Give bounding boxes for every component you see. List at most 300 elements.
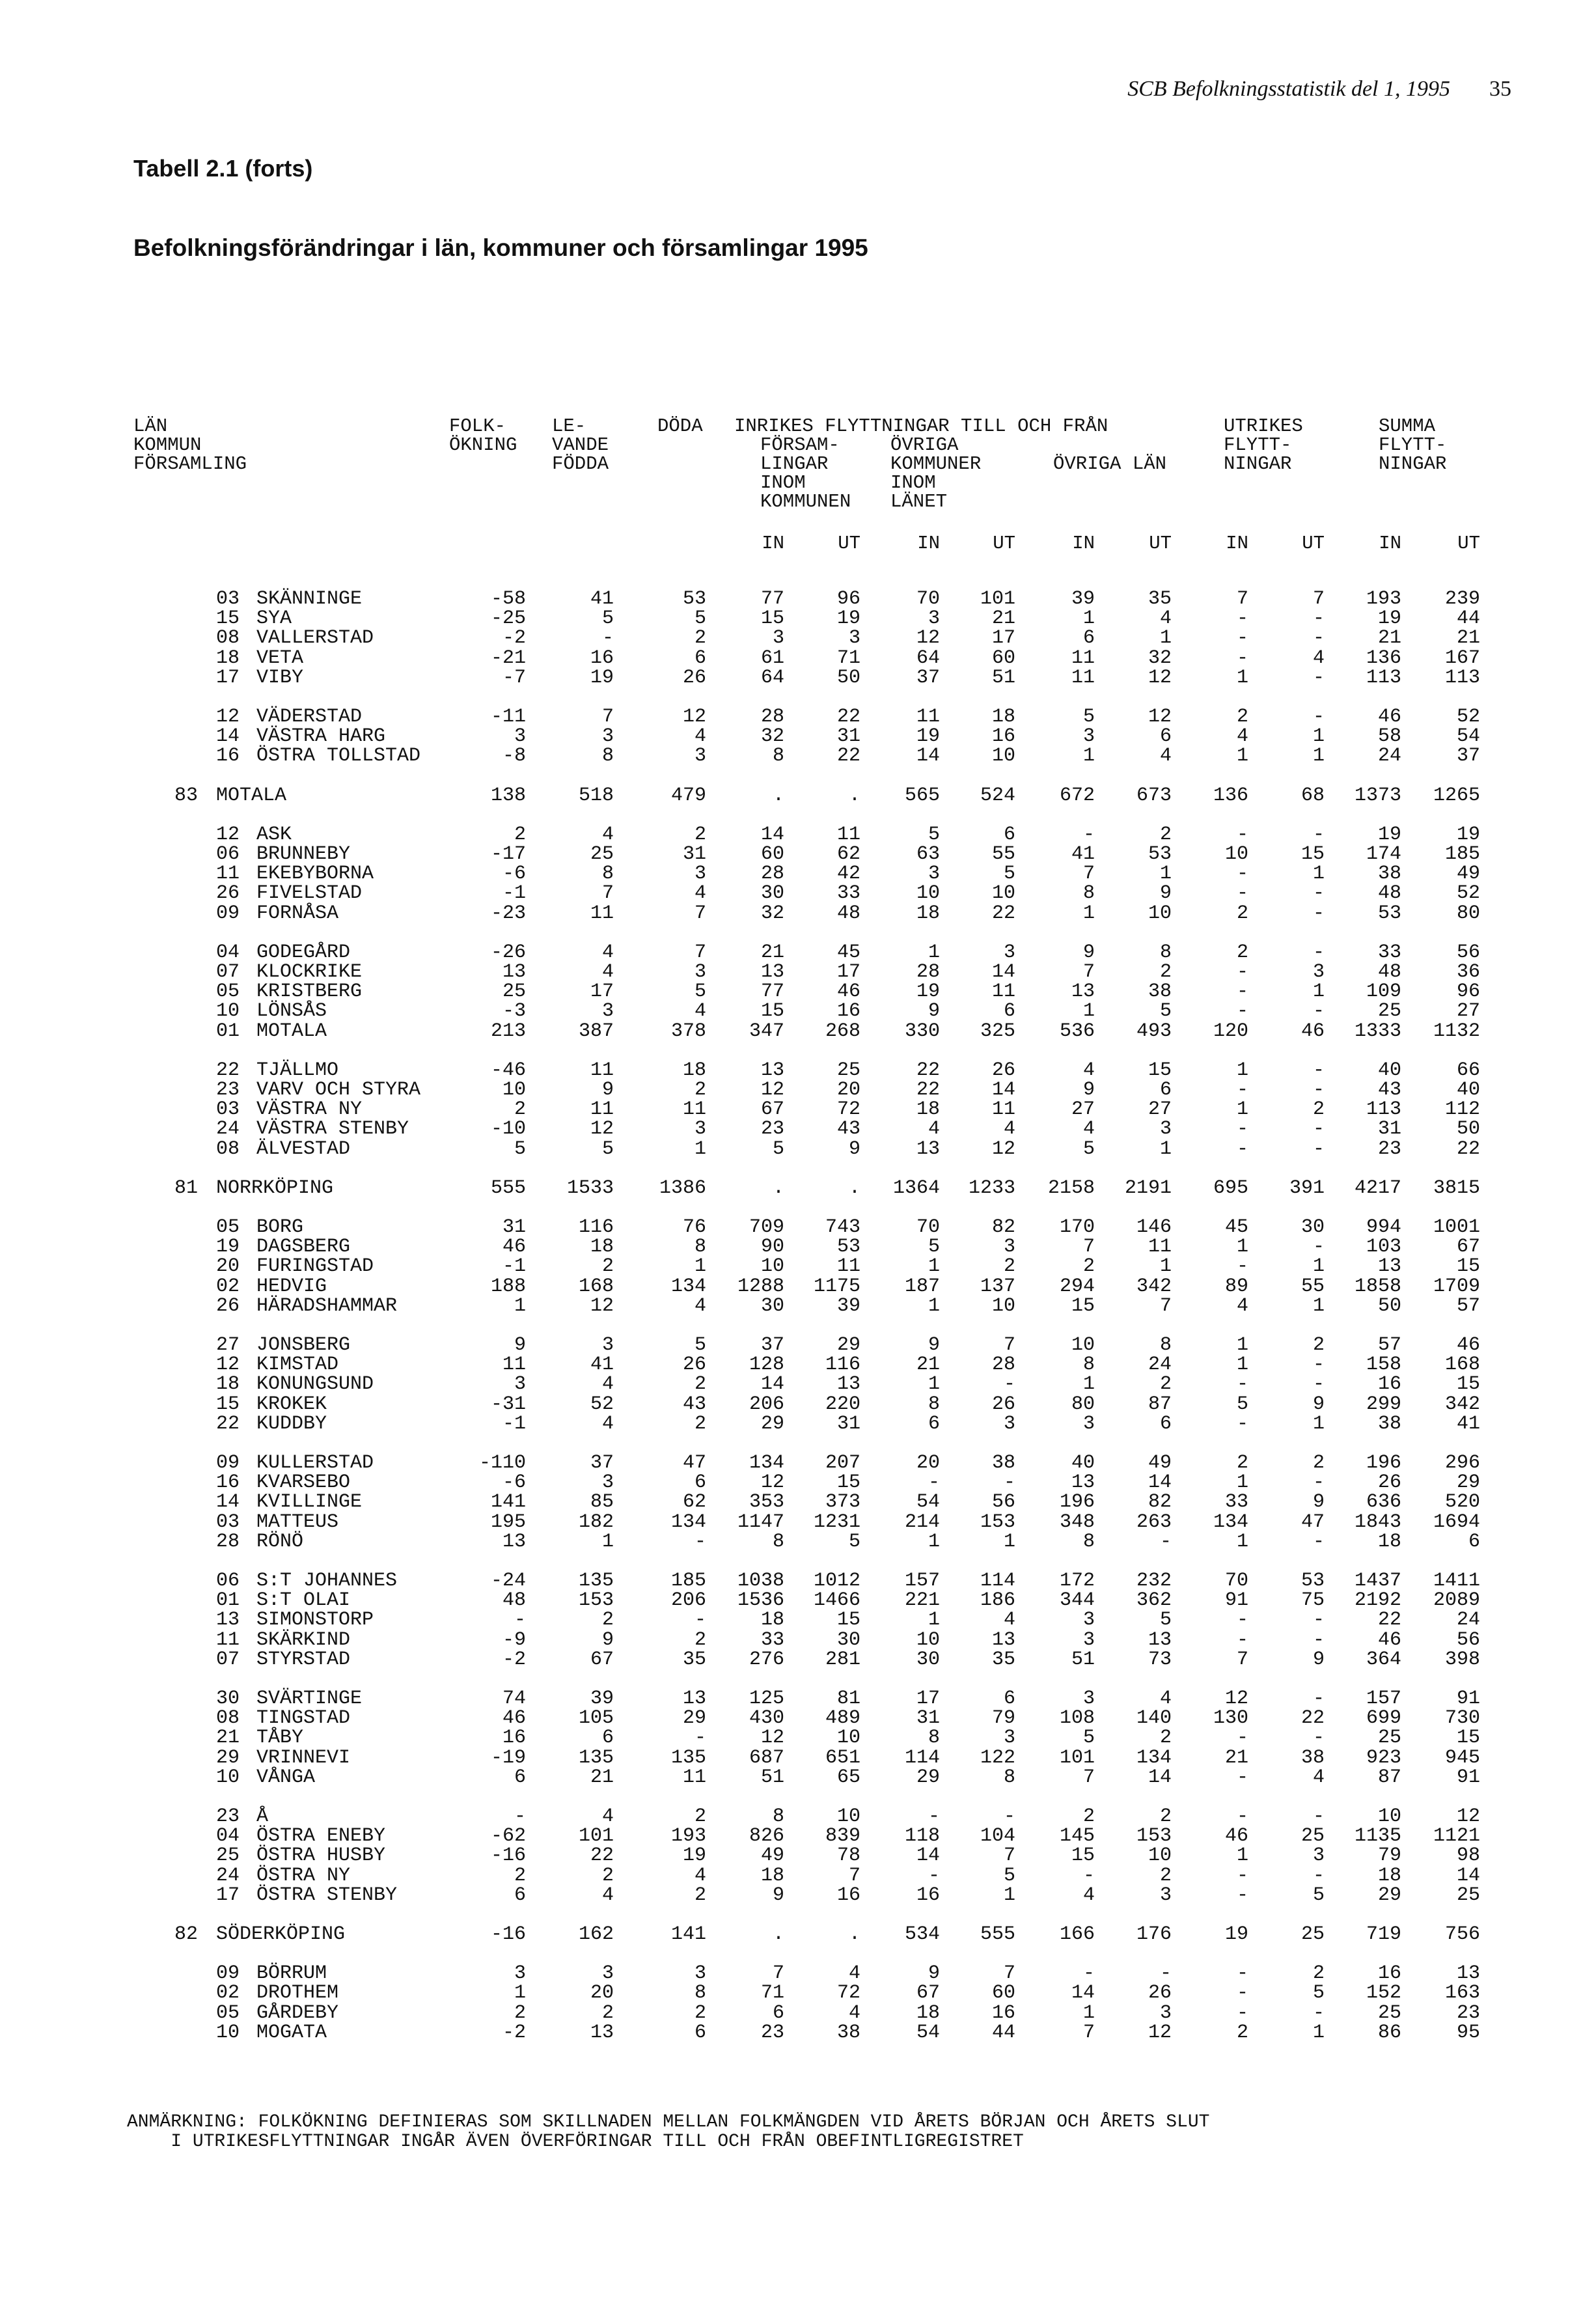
cell-value: 30 bbox=[836, 1629, 860, 1651]
cell-value: 5 bbox=[1003, 1865, 1015, 1887]
cell-value: 1 bbox=[928, 1255, 940, 1277]
cell-value: 2 bbox=[1312, 1334, 1325, 1356]
cell-value: 1 bbox=[1082, 1000, 1095, 1022]
cell-value: 77 bbox=[760, 588, 784, 610]
cell-value: 136 bbox=[1213, 785, 1248, 807]
cell-value: 7 bbox=[1236, 1649, 1248, 1671]
cell-value: 6 bbox=[1003, 1000, 1015, 1022]
cell-value: 1 bbox=[1236, 745, 1248, 767]
cell-value: 17 bbox=[916, 1688, 940, 1710]
cell-value: 10 bbox=[916, 882, 940, 904]
forsamling-name: BORG bbox=[256, 1216, 304, 1238]
cell-value: 1533 bbox=[566, 1177, 614, 1199]
cell-value: 534 bbox=[904, 1923, 940, 1945]
cell-value: . bbox=[848, 1923, 860, 1945]
cell-value: 21 bbox=[1377, 627, 1401, 649]
cell-value: 188 bbox=[490, 1275, 526, 1298]
cell-value: - bbox=[514, 1805, 526, 1828]
cell-value: - bbox=[1236, 1766, 1248, 1789]
cell-value: 6 bbox=[1003, 1688, 1015, 1710]
cell-value: 37 bbox=[760, 1334, 784, 1356]
cell-value: 195 bbox=[490, 1511, 526, 1533]
cell-value: 2 bbox=[1312, 1098, 1325, 1121]
cell-value: 6 bbox=[1159, 725, 1172, 747]
cell-value: 52 bbox=[590, 1393, 614, 1415]
cell-value: 1 bbox=[928, 941, 940, 964]
cell-value: 18 bbox=[1377, 1865, 1401, 1887]
cell-value: - bbox=[1236, 1865, 1248, 1887]
cell-value: 25 bbox=[1377, 2002, 1401, 2024]
cell-value: 14 bbox=[1071, 1982, 1095, 2004]
cell-value: 1 bbox=[1159, 1255, 1172, 1277]
cell-value: 2 bbox=[1159, 1805, 1172, 1828]
cell-value: 20 bbox=[836, 1079, 860, 1101]
forsamling-name: SIMONSTORP bbox=[256, 1609, 374, 1631]
forsamling-code: 09 bbox=[216, 1962, 240, 1985]
cell-value: 51 bbox=[991, 667, 1015, 689]
cell-value: 67 bbox=[1456, 1236, 1480, 1258]
cell-value: 8 bbox=[1082, 1354, 1095, 1376]
cell-value: 1231 bbox=[813, 1511, 860, 1533]
cell-value: 18 bbox=[682, 1059, 706, 1081]
cell-value: 520 bbox=[1444, 1491, 1480, 1513]
cell-value: 28 bbox=[991, 1354, 1015, 1376]
cell-value: - bbox=[694, 1609, 706, 1631]
cell-value: 11 bbox=[991, 981, 1015, 1003]
cell-value: 1175 bbox=[813, 1275, 860, 1298]
cell-value: -3 bbox=[502, 1000, 526, 1022]
cell-value: 1 bbox=[928, 1609, 940, 1631]
cell-value: 8 bbox=[601, 863, 614, 885]
cell-value: 55 bbox=[1300, 1275, 1325, 1298]
cell-value: 108 bbox=[1059, 1707, 1095, 1729]
cell-value: 67 bbox=[916, 1982, 940, 2004]
cell-value: 27 bbox=[1071, 1098, 1095, 1121]
cell-value: 1 bbox=[1236, 1845, 1248, 1867]
cell-value: 7 bbox=[1312, 588, 1325, 610]
cell-value: 87 bbox=[1377, 1766, 1401, 1789]
cell-value: 46 bbox=[1224, 1825, 1248, 1847]
cell-value: 37 bbox=[916, 667, 940, 689]
cell-value: 206 bbox=[749, 1393, 784, 1415]
cell-value: 13 bbox=[760, 961, 784, 983]
cell-value: 4 bbox=[601, 961, 614, 983]
cell-value: 1 bbox=[928, 1373, 940, 1395]
kommun-name: SÖDERKÖPING bbox=[216, 1923, 346, 1945]
col-head-utrikes-3: NINGAR bbox=[1224, 453, 1292, 475]
cell-value: 20 bbox=[916, 1452, 940, 1474]
forsamling-name: EKEBYBORNA bbox=[256, 863, 374, 885]
cell-value: 135 bbox=[578, 1570, 614, 1592]
cell-value: 44 bbox=[1456, 607, 1480, 630]
cell-value: 6 bbox=[514, 1884, 526, 1906]
cell-value: 687 bbox=[749, 1747, 784, 1769]
cell-value: 4 bbox=[694, 882, 706, 904]
cell-value: 38 bbox=[991, 1452, 1015, 1474]
forsamling-name: VRINNEVI bbox=[256, 1747, 351, 1769]
cell-value: 35 bbox=[682, 1649, 706, 1671]
cell-value: 24 bbox=[1148, 1354, 1172, 1376]
cell-value: 555 bbox=[980, 1923, 1015, 1945]
cell-value: -2 bbox=[502, 1649, 526, 1671]
cell-value: 18 bbox=[916, 2002, 940, 2024]
cell-value: 239 bbox=[1444, 588, 1480, 610]
cell-value: 16 bbox=[590, 647, 614, 669]
cell-value: 524 bbox=[980, 785, 1015, 807]
cell-value: 348 bbox=[1059, 1511, 1095, 1533]
cell-value: 31 bbox=[502, 1216, 526, 1238]
cell-value: 48 bbox=[836, 902, 860, 925]
cell-value: 24 bbox=[1456, 1609, 1480, 1631]
col-head-summa-2: FLYTT- bbox=[1379, 434, 1447, 456]
cell-value: 172 bbox=[1059, 1570, 1095, 1592]
cell-value: 6 bbox=[694, 647, 706, 669]
cell-value: 113 bbox=[1444, 667, 1480, 689]
cell-value: 77 bbox=[760, 981, 784, 1003]
cell-value: 43 bbox=[1377, 1079, 1401, 1101]
cell-value: 3 bbox=[1082, 1413, 1095, 1435]
cell-value: 3 bbox=[514, 1373, 526, 1395]
cell-value: 128 bbox=[749, 1354, 784, 1376]
cell-value: 27 bbox=[1456, 1000, 1480, 1022]
cell-value: 4 bbox=[848, 2002, 860, 2024]
cell-value: 12 bbox=[991, 1138, 1015, 1160]
cell-value: 15 bbox=[1456, 1727, 1480, 1749]
forsamling-name: TJÄLLMO bbox=[256, 1059, 339, 1081]
forsamling-name: Å bbox=[256, 1805, 269, 1828]
cell-value: 47 bbox=[1300, 1511, 1325, 1533]
cell-value: 10 bbox=[991, 745, 1015, 767]
cell-value: 10 bbox=[1377, 1805, 1401, 1828]
cell-value: 101 bbox=[1059, 1747, 1095, 1769]
cell-value: 398 bbox=[1444, 1649, 1480, 1671]
cell-value: 25 bbox=[1300, 1923, 1325, 1945]
cell-value: 46 bbox=[1377, 1629, 1401, 1651]
cell-value: 743 bbox=[825, 1216, 860, 1238]
cell-value: -1 bbox=[502, 1255, 526, 1277]
cell-value: 1 bbox=[514, 1982, 526, 2004]
cell-value: 12 bbox=[916, 627, 940, 649]
cell-value: 2089 bbox=[1433, 1589, 1480, 1611]
cell-value: 89 bbox=[1224, 1275, 1248, 1298]
cell-value: 50 bbox=[1456, 1118, 1480, 1140]
cell-value: 3 bbox=[1082, 725, 1095, 747]
forsamling-name: GÅRDEBY bbox=[256, 2002, 339, 2024]
cell-value: 1709 bbox=[1433, 1275, 1480, 1298]
forsamling-code: 06 bbox=[216, 1570, 240, 1592]
cell-value: 134 bbox=[749, 1452, 784, 1474]
forsamling-name: KIMSTAD bbox=[256, 1354, 339, 1376]
cell-value: 12 bbox=[682, 706, 706, 728]
cell-value: 839 bbox=[825, 1825, 860, 1847]
cell-value: 2 bbox=[601, 2002, 614, 2024]
cell-value: 16 bbox=[836, 1000, 860, 1022]
cell-value: 51 bbox=[1071, 1649, 1095, 1671]
cell-value: 8 bbox=[1082, 1531, 1095, 1553]
forsamling-name: HEDVIG bbox=[256, 1275, 327, 1298]
cell-value: 6 bbox=[1082, 627, 1095, 649]
col-head-lan: LÄN bbox=[133, 415, 168, 437]
cell-value: 39 bbox=[590, 1688, 614, 1710]
cell-value: 75 bbox=[1300, 1589, 1325, 1611]
cell-value: 6 bbox=[694, 1471, 706, 1494]
cell-value: 21 bbox=[1224, 1747, 1248, 1769]
cell-value: 5 bbox=[1082, 706, 1095, 728]
cell-value: 25 bbox=[836, 1059, 860, 1081]
cell-value: 207 bbox=[825, 1452, 860, 1474]
cell-value: - bbox=[1236, 1255, 1248, 1277]
cell-value: 56 bbox=[1456, 1629, 1480, 1651]
cell-value: 1364 bbox=[892, 1177, 940, 1199]
forsamling-name: KRISTBERG bbox=[256, 981, 363, 1003]
cell-value: 2 bbox=[694, 1805, 706, 1828]
cell-value: 2 bbox=[694, 2002, 706, 2024]
cell-value: 63 bbox=[916, 843, 940, 865]
cell-value: 214 bbox=[904, 1511, 940, 1533]
cell-value: 157 bbox=[904, 1570, 940, 1592]
cell-value: 80 bbox=[1071, 1393, 1095, 1415]
cell-value: 105 bbox=[578, 1707, 614, 1729]
cell-value: - bbox=[1312, 607, 1325, 630]
cell-value: - bbox=[1312, 1531, 1325, 1553]
cell-value: 3 bbox=[1312, 961, 1325, 983]
cell-value: 40 bbox=[1456, 1079, 1480, 1101]
forsamling-name: VETA bbox=[256, 647, 304, 669]
cell-value: 22 bbox=[991, 902, 1015, 925]
cell-value: 3 bbox=[694, 961, 706, 983]
cell-value: . bbox=[848, 1177, 860, 1199]
cell-value: 22 bbox=[916, 1079, 940, 1101]
cell-value: 1 bbox=[1312, 725, 1325, 747]
cell-value: 387 bbox=[578, 1020, 614, 1042]
cell-value: 518 bbox=[578, 785, 614, 807]
cell-value: 4 bbox=[601, 1884, 614, 1906]
cell-value: . bbox=[772, 1923, 784, 1945]
cell-value: 13 bbox=[1456, 1962, 1480, 1985]
forsamling-name: TINGSTAD bbox=[256, 1707, 351, 1729]
cell-value: 344 bbox=[1059, 1589, 1095, 1611]
cell-value: 730 bbox=[1444, 1707, 1480, 1729]
cell-value: 221 bbox=[904, 1589, 940, 1611]
cell-value: 187 bbox=[904, 1275, 940, 1298]
forsamling-code: 24 bbox=[216, 1118, 240, 1140]
cell-value: 101 bbox=[980, 588, 1015, 610]
cell-value: -6 bbox=[502, 1471, 526, 1494]
cell-value: 73 bbox=[1148, 1649, 1172, 1671]
cell-value: 945 bbox=[1444, 1747, 1480, 1769]
cell-value: 9 bbox=[928, 1334, 940, 1356]
cell-value: -17 bbox=[490, 843, 526, 865]
cell-value: -24 bbox=[490, 1570, 526, 1592]
cell-value: 4 bbox=[601, 824, 614, 846]
forsamling-code: 02 bbox=[216, 1275, 240, 1298]
cell-value: 2 bbox=[514, 824, 526, 846]
cell-value: 41 bbox=[590, 1354, 614, 1376]
sub-head-sum-in: IN bbox=[1379, 533, 1401, 554]
cell-value: 11 bbox=[836, 824, 860, 846]
cell-value: 68 bbox=[1300, 785, 1325, 807]
col-head-forsamlingar-3: INOM bbox=[760, 472, 806, 494]
cell-value: 4 bbox=[1082, 1118, 1095, 1140]
cell-value: 46 bbox=[502, 1236, 526, 1258]
forsamling-name: ÖSTRA NY bbox=[256, 1865, 351, 1887]
cell-value: 46 bbox=[502, 1707, 526, 1729]
cell-value: 11 bbox=[682, 1098, 706, 1121]
cell-value: 1 bbox=[1236, 667, 1248, 689]
cell-value: 3 bbox=[514, 725, 526, 747]
cell-value: 22 bbox=[916, 1059, 940, 1081]
cell-value: - bbox=[1312, 1727, 1325, 1749]
cell-value: 13 bbox=[836, 1373, 860, 1395]
cell-value: 120 bbox=[1213, 1020, 1248, 1042]
cell-value: 2 bbox=[694, 824, 706, 846]
cell-value: 33 bbox=[1224, 1491, 1248, 1513]
cell-value: 22 bbox=[590, 1845, 614, 1867]
forsamling-name: HÄRADSHAMMAR bbox=[256, 1295, 398, 1317]
cell-value: 41 bbox=[1456, 1413, 1480, 1435]
sub-head-ovr-ut: UT bbox=[993, 533, 1015, 554]
cell-value: - bbox=[1312, 824, 1325, 846]
forsamling-name: VÄSTRA NY bbox=[256, 1098, 363, 1121]
cell-value: 130 bbox=[1213, 1707, 1248, 1729]
cell-value: 101 bbox=[578, 1825, 614, 1847]
cell-value: 18 bbox=[590, 1236, 614, 1258]
cell-value: 1 bbox=[1312, 1295, 1325, 1317]
cell-value: 6 bbox=[514, 1766, 526, 1789]
cell-value: 52 bbox=[1456, 706, 1480, 728]
cell-value: 153 bbox=[980, 1511, 1015, 1533]
cell-value: 1 bbox=[1159, 627, 1172, 649]
cell-value: 2 bbox=[1236, 2022, 1248, 2044]
cell-value: 193 bbox=[670, 1825, 706, 1847]
cell-value: 15 bbox=[760, 1000, 784, 1022]
cell-value: 95 bbox=[1456, 2022, 1480, 2044]
cell-value: 25 bbox=[590, 843, 614, 865]
cell-value: 85 bbox=[590, 1491, 614, 1513]
cell-value: 137 bbox=[980, 1275, 1015, 1298]
forsamling-code: 16 bbox=[216, 1471, 240, 1494]
cell-value: 18 bbox=[760, 1865, 784, 1887]
cell-value: 1 bbox=[1236, 1471, 1248, 1494]
cell-value: -110 bbox=[478, 1452, 526, 1474]
cell-value: 13 bbox=[502, 961, 526, 983]
publication-title: SCB Befolkningsstatistik del 1, 1995 bbox=[1127, 77, 1450, 101]
cell-value: - bbox=[1312, 1059, 1325, 1081]
footnote-line-1: ANMÄRKNING: FOLKÖKNING DEFINIERAS SOM SKILLNADEN MELLAN FOLKMÄNGDEN VID ÅRETS BÖRJAN OCH ÅRETS SLUT bbox=[127, 2112, 1210, 2132]
cell-value: 16 bbox=[916, 1884, 940, 1906]
cell-value: 1 bbox=[694, 1138, 706, 1160]
cell-value: 98 bbox=[1456, 1845, 1480, 1867]
cell-value: 153 bbox=[578, 1589, 614, 1611]
cell-value: - bbox=[1236, 1138, 1248, 1160]
cell-value: - bbox=[1312, 1118, 1325, 1140]
cell-value: 232 bbox=[1136, 1570, 1172, 1592]
cell-value: 5 bbox=[1159, 1609, 1172, 1631]
cell-value: 38 bbox=[1377, 1413, 1401, 1435]
cell-value: 13 bbox=[760, 1059, 784, 1081]
cell-value: 8 bbox=[694, 1236, 706, 1258]
cell-value: -26 bbox=[490, 941, 526, 964]
forsamling-code: 08 bbox=[216, 1138, 240, 1160]
cell-value: 14 bbox=[991, 1079, 1015, 1101]
cell-value: 30 bbox=[916, 1649, 940, 1671]
cell-value: 23 bbox=[760, 2022, 784, 2044]
cell-value: 40 bbox=[1071, 1452, 1095, 1474]
forsamling-code: 20 bbox=[216, 1255, 240, 1277]
cell-value: 1 bbox=[1159, 863, 1172, 885]
cell-value: 26 bbox=[1377, 1471, 1401, 1494]
forsamling-code: 10 bbox=[216, 2022, 240, 2044]
cell-value: 23 bbox=[1377, 1138, 1401, 1160]
cell-value: 8 bbox=[772, 1531, 784, 1553]
forsamling-code: 28 bbox=[216, 1531, 240, 1553]
cell-value: 141 bbox=[490, 1491, 526, 1513]
cell-value: 5 bbox=[1082, 1727, 1095, 1749]
cell-value: 162 bbox=[578, 1923, 614, 1945]
cell-value: 7 bbox=[694, 902, 706, 925]
cell-value: 7 bbox=[1082, 961, 1095, 983]
cell-value: 15 bbox=[760, 607, 784, 630]
cell-value: 3 bbox=[1159, 1884, 1172, 1906]
cell-value: 70 bbox=[916, 1216, 940, 1238]
cell-value: 17 bbox=[590, 981, 614, 1003]
forsamling-code: 08 bbox=[216, 627, 240, 649]
cell-value: 52 bbox=[1456, 882, 1480, 904]
cell-value: 330 bbox=[904, 1020, 940, 1042]
cell-value: 53 bbox=[1377, 902, 1401, 925]
cell-value: -19 bbox=[490, 1747, 526, 1769]
forsamling-name: FURINGSTAD bbox=[256, 1255, 374, 1277]
cell-value: 3 bbox=[928, 607, 940, 630]
cell-value: 17 bbox=[836, 961, 860, 983]
cell-value: 91 bbox=[1456, 1688, 1480, 1710]
cell-value: 16 bbox=[1377, 1962, 1401, 1985]
cell-value: 81 bbox=[836, 1688, 860, 1710]
cell-value: 29 bbox=[1377, 1884, 1401, 1906]
cell-value: 15 bbox=[1456, 1255, 1480, 1277]
cell-value: 125 bbox=[749, 1688, 784, 1710]
sub-head-lan-in: IN bbox=[1072, 533, 1095, 554]
cell-value: 2 bbox=[1236, 706, 1248, 728]
cell-value: 10 bbox=[991, 1295, 1015, 1317]
cell-value: 4217 bbox=[1354, 1177, 1401, 1199]
cell-value: 1 bbox=[1312, 2022, 1325, 2044]
cell-value: - bbox=[1312, 1373, 1325, 1395]
cell-value: 4 bbox=[1082, 1884, 1095, 1906]
cell-value: 14 bbox=[916, 745, 940, 767]
cell-value: 55 bbox=[991, 843, 1015, 865]
cell-value: 64 bbox=[916, 647, 940, 669]
cell-value: 7 bbox=[1003, 1845, 1015, 1867]
cell-value: 24 bbox=[1377, 745, 1401, 767]
cell-value: 13 bbox=[590, 2022, 614, 2044]
forsamling-name: JONSBERG bbox=[256, 1334, 351, 1356]
cell-value: 23 bbox=[760, 1118, 784, 1140]
forsamling-name: BÖRRUM bbox=[256, 1962, 327, 1985]
cell-value: 174 bbox=[1366, 843, 1401, 865]
cell-value: 565 bbox=[904, 785, 940, 807]
cell-value: 2 bbox=[1312, 1452, 1325, 1474]
cell-value: 12 bbox=[760, 1471, 784, 1494]
forsamling-code: 05 bbox=[216, 981, 240, 1003]
forsamling-name: SKÄNNINGE bbox=[256, 588, 363, 610]
cell-value: 1333 bbox=[1354, 1020, 1401, 1042]
forsamling-code: 27 bbox=[216, 1334, 240, 1356]
cell-value: 4 bbox=[1159, 1688, 1172, 1710]
cell-value: 31 bbox=[682, 843, 706, 865]
cell-value: 176 bbox=[1136, 1923, 1172, 1945]
cell-value: 10 bbox=[1224, 843, 1248, 865]
